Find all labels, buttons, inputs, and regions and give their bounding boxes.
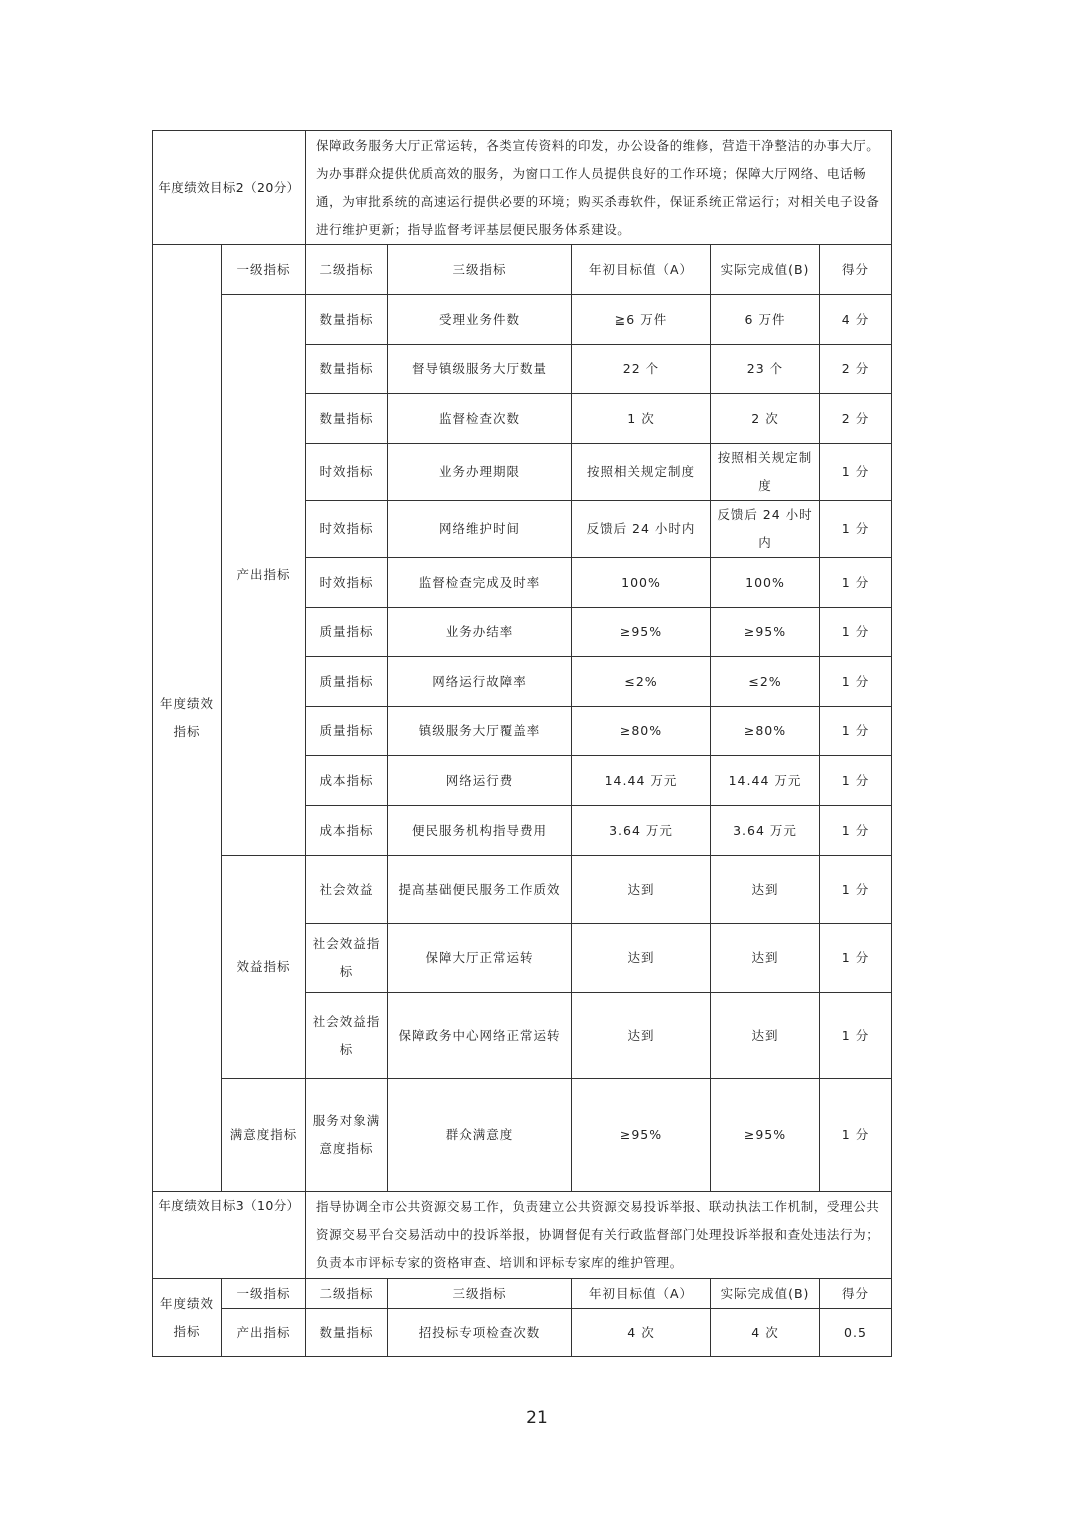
cell-actual: 14.44 万元 xyxy=(711,756,820,806)
cell-level3: 便民服务机构指导费用 xyxy=(388,806,572,856)
cell-actual: 23 个 xyxy=(711,345,820,394)
cell-level3: 镇级服务大厅覆盖率 xyxy=(388,707,572,756)
group-benefit: 效益指标 xyxy=(222,856,306,1079)
cell-target: ≥80% xyxy=(572,707,711,756)
cell-level3: 监督检查完成及时率 xyxy=(388,558,572,608)
category-annual-indicators: 年度绩效指标 xyxy=(153,245,222,1192)
cell-level3: 保障大厅正常运转 xyxy=(388,924,572,993)
cell-score: 4 分 xyxy=(820,295,892,345)
cell-actual: 100% xyxy=(711,558,820,608)
cell-level2: 服务对象满意度指标 xyxy=(306,1079,388,1192)
header-score: 得分 xyxy=(820,245,892,295)
cell-score: 1 分 xyxy=(820,856,892,924)
cell-level2: 成本指标 xyxy=(306,806,388,856)
cell-target: 14.44 万元 xyxy=(572,756,711,806)
cell-level3: 受理业务件数 xyxy=(388,295,572,345)
cell-score: 1 分 xyxy=(820,657,892,707)
cell-level2: 时效指标 xyxy=(306,501,388,558)
group-output-2: 产出指标 xyxy=(222,1309,306,1357)
header-actual: 实际完成值(B) xyxy=(711,245,820,295)
cell-target: ≥95% xyxy=(572,1079,711,1192)
header-level1: 一级指标 xyxy=(222,1279,306,1309)
category-annual-indicators-2: 年度绩效指标 xyxy=(153,1279,222,1357)
cell-score: 1 分 xyxy=(820,444,892,501)
cell-target: 达到 xyxy=(572,993,711,1079)
cell-actual: 4 次 xyxy=(711,1309,820,1357)
cell-level3: 业务办理期限 xyxy=(388,444,572,501)
header-level1: 一级指标 xyxy=(222,245,306,295)
cell-score: 1 分 xyxy=(820,1079,892,1192)
cell-score: 2 分 xyxy=(820,394,892,444)
cell-actual: 达到 xyxy=(711,856,820,924)
header-target: 年初目标值（A） xyxy=(572,1279,711,1309)
cell-level3: 督导镇级服务大厅数量 xyxy=(388,345,572,394)
cell-actual: 2 次 xyxy=(711,394,820,444)
cell-score: 1 分 xyxy=(820,608,892,657)
header-level2: 二级指标 xyxy=(306,245,388,295)
cell-score: 1 分 xyxy=(820,501,892,558)
cell-level2: 时效指标 xyxy=(306,558,388,608)
cell-level2: 数量指标 xyxy=(306,394,388,444)
cell-score: 1 分 xyxy=(820,806,892,856)
table-row xyxy=(153,295,892,345)
cell-actual: ≥80% xyxy=(711,707,820,756)
cell-level2: 社会效益指标 xyxy=(306,993,388,1079)
cell-level2: 质量指标 xyxy=(306,657,388,707)
cell-score: 1 分 xyxy=(820,993,892,1079)
cell-target: ≧6 万件 xyxy=(572,295,711,345)
cell-level3: 群众满意度 xyxy=(388,1079,572,1192)
cell-score: 1 分 xyxy=(820,558,892,608)
cell-score: 1 分 xyxy=(820,707,892,756)
table-row xyxy=(153,1309,892,1357)
cell-level3: 保障政务中心网络正常运转 xyxy=(388,993,572,1079)
cell-actual: 6 万件 xyxy=(711,295,820,345)
cell-level3: 提高基础便民服务工作质效 xyxy=(388,856,572,924)
cell-actual: 按照相关规定制度 xyxy=(711,444,820,501)
goal3-label: 年度绩效目标3（10分） xyxy=(153,1192,306,1279)
cell-target: 4 次 xyxy=(572,1309,711,1357)
cell-target: 1 次 xyxy=(572,394,711,444)
cell-level3: 网络运行故障率 xyxy=(388,657,572,707)
goal2-text: 保障政务服务大厅正常运转，各类宣传资料的印发，办公设备的维修，营造干净整洁的办事大厅。为办事群众提供优质高效的服务，为窗口工作人员提供良好的工作环境；保障大厅网络、电话畅通，为审批系统的高速运行提供必要的环境；购买杀毒软件，保证系统正常运行；对相关电子设备进行维护更新；指导监督考评基层便民服务体系建设。 xyxy=(306,131,892,245)
cell-target: 100% xyxy=(572,558,711,608)
cell-actual: 达到 xyxy=(711,924,820,993)
header-score: 得分 xyxy=(820,1279,892,1309)
cell-level3: 网络维护时间 xyxy=(388,501,572,558)
header-level3: 三级指标 xyxy=(388,245,572,295)
goal2-label: 年度绩效目标2（20分） xyxy=(153,131,306,245)
cell-score: 0.5 xyxy=(820,1309,892,1357)
cell-level2: 社会效益 xyxy=(306,856,388,924)
cell-actual: ≤2% xyxy=(711,657,820,707)
cell-actual: 达到 xyxy=(711,993,820,1079)
cell-level2: 质量指标 xyxy=(306,608,388,657)
group-output: 产出指标 xyxy=(222,295,306,856)
cell-level2: 数量指标 xyxy=(306,345,388,394)
performance-table xyxy=(152,130,892,1357)
cell-score: 2 分 xyxy=(820,345,892,394)
cell-actual: ≥95% xyxy=(711,1079,820,1192)
cell-level2: 质量指标 xyxy=(306,707,388,756)
cell-level3: 业务办结率 xyxy=(388,608,572,657)
table-row xyxy=(153,856,892,924)
cell-actual: 反馈后 24 小时内 xyxy=(711,501,820,558)
cell-level2: 时效指标 xyxy=(306,444,388,501)
header-level2: 二级指标 xyxy=(306,1279,388,1309)
cell-target: 达到 xyxy=(572,924,711,993)
cell-target: 达到 xyxy=(572,856,711,924)
cell-actual: 3.64 万元 xyxy=(711,806,820,856)
page-number: 21 xyxy=(526,1408,548,1428)
cell-target: 反馈后 24 小时内 xyxy=(572,501,711,558)
cell-level3: 监督检查次数 xyxy=(388,394,572,444)
group-satisfaction: 满意度指标 xyxy=(222,1079,306,1192)
cell-target: 3.64 万元 xyxy=(572,806,711,856)
cell-actual: ≥95% xyxy=(711,608,820,657)
cell-level2: 数量指标 xyxy=(306,1309,388,1357)
header-target: 年初目标值（A） xyxy=(572,245,711,295)
cell-level2: 成本指标 xyxy=(306,756,388,806)
cell-target: 22 个 xyxy=(572,345,711,394)
header-actual: 实际完成值(B) xyxy=(711,1279,820,1309)
cell-target: ≤2% xyxy=(572,657,711,707)
cell-score: 1 分 xyxy=(820,756,892,806)
header-level3: 三级指标 xyxy=(388,1279,572,1309)
cell-score: 1 分 xyxy=(820,924,892,993)
cell-level2: 数量指标 xyxy=(306,295,388,345)
goal3-text: 指导协调全市公共资源交易工作，负责建立公共资源交易投诉举报、联动执法工作机制，受理公共资源交易平台交易活动中的投诉举报，协调督促有关行政监督部门处理投诉举报和查处违法行为；负责本市评标专家的资格审查、培训和评标专家库的维护管理。 xyxy=(306,1192,892,1279)
cell-target: 按照相关规定制度 xyxy=(572,444,711,501)
cell-level3: 招投标专项检查次数 xyxy=(388,1309,572,1357)
table-row xyxy=(153,1079,892,1192)
cell-level3: 网络运行费 xyxy=(388,756,572,806)
cell-target: ≥95% xyxy=(572,608,711,657)
cell-level2: 社会效益指标 xyxy=(306,924,388,993)
